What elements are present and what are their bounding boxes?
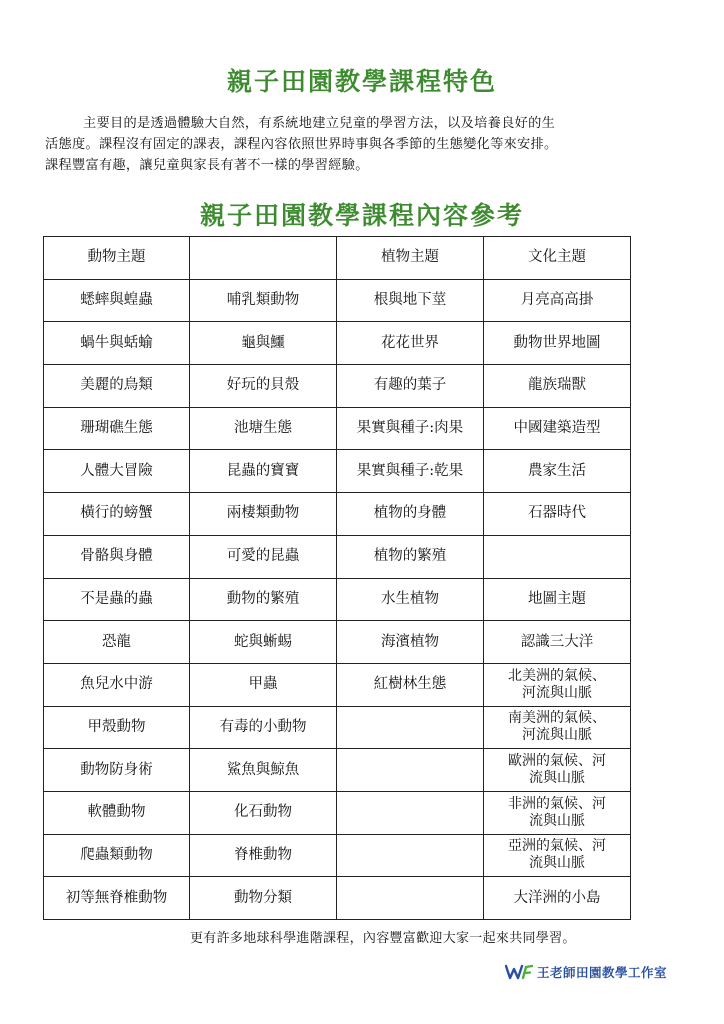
table-row bbox=[44, 834, 631, 877]
table-cell-plant bbox=[337, 834, 484, 877]
table-cell-animal-2: 脊椎動物 bbox=[190, 834, 337, 877]
table-cell-animal-2: 動物分類 bbox=[190, 877, 337, 920]
table-cell-plant: 紅樹林生態 bbox=[337, 663, 484, 706]
table-cell-animal-2: 池塘生態 bbox=[190, 407, 337, 450]
table-cell-animal: 動物防身術 bbox=[44, 749, 190, 792]
header-cell-animal: 動物主題 bbox=[44, 237, 190, 280]
footer-note: 更有許多地球科學進階課程，內容豐富歡迎大家一起來共同學習。 bbox=[190, 931, 576, 946]
table-row bbox=[44, 877, 631, 920]
table-cell-animal: 人體大冒險 bbox=[44, 450, 190, 493]
table-row bbox=[44, 578, 631, 621]
table-cell-animal: 蟋蟀與蝗蟲 bbox=[44, 279, 190, 322]
table-row bbox=[44, 663, 631, 706]
header-cell-plant: 植物主題 bbox=[337, 237, 484, 280]
table-cell-animal-2: 動物的繁殖 bbox=[190, 578, 337, 621]
header-cell-blank bbox=[190, 237, 337, 280]
intro-paragraph bbox=[45, 113, 685, 176]
table-cell-animal: 橫行的螃蟹 bbox=[44, 493, 190, 536]
table-cell-culture: 亞洲的氣候、河 流與山脈 bbox=[484, 834, 631, 877]
table-cell-animal-2: 龜與鱷 bbox=[190, 322, 337, 365]
table-row bbox=[44, 791, 631, 834]
table-cell-animal: 不是蟲的蟲 bbox=[44, 578, 190, 621]
table-cell-animal-2: 兩棲類動物 bbox=[190, 493, 337, 536]
table-cell-animal-2: 鯊魚與鯨魚 bbox=[190, 749, 337, 792]
table-cell-plant bbox=[337, 791, 484, 834]
table-cell-animal: 恐龍 bbox=[44, 621, 190, 664]
table-cell-plant: 水生植物 bbox=[337, 578, 484, 621]
table-cell-plant: 海濱植物 bbox=[337, 621, 484, 664]
table-cell-animal-2: 好玩的貝殼 bbox=[190, 365, 337, 408]
table-row bbox=[44, 450, 631, 493]
table-cell-plant: 果實與種子:乾果 bbox=[337, 450, 484, 493]
table-cell-culture: 非洲的氣候、河 流與山脈 bbox=[484, 791, 631, 834]
table-cell-culture: 歐洲的氣候、河 流與山脈 bbox=[484, 749, 631, 792]
intro-line: 主要目的是透過體驗大自然，有系統地建立兒童的學習方法，以及培養良好的生 bbox=[83, 116, 556, 131]
studio-name: 王老師田園教學工作室 bbox=[537, 965, 668, 980]
table-row bbox=[44, 279, 631, 322]
table-cell-plant: 植物的繁殖 bbox=[337, 535, 484, 578]
table-cell-plant: 有趣的葉子 bbox=[337, 365, 484, 408]
intro-line: 活態度。課程沒有固定的課表，課程內容依照世界時事與各季節的生態變化等來安排。 bbox=[45, 137, 558, 152]
wf-logo-icon bbox=[505, 963, 533, 981]
table-cell-animal: 珊瑚礁生態 bbox=[44, 407, 190, 450]
table-cell-animal: 軟體動物 bbox=[44, 791, 190, 834]
table-cell-plant: 根與地下莖 bbox=[337, 279, 484, 322]
studio-logo bbox=[505, 963, 667, 981]
table-cell-animal-2: 蛇與蜥蜴 bbox=[190, 621, 337, 664]
curriculum-title: 親子田園教學課程內容參考 bbox=[199, 201, 524, 230]
table-row bbox=[44, 407, 631, 450]
table-row bbox=[44, 749, 631, 792]
table-cell-animal-2: 甲蟲 bbox=[190, 663, 337, 706]
table-row bbox=[44, 621, 631, 664]
table-row bbox=[44, 365, 631, 408]
table-cell-animal: 爬蟲類動物 bbox=[44, 834, 190, 877]
table-cell-culture: 石器時代 bbox=[484, 493, 631, 536]
table-cell-plant: 植物的身體 bbox=[337, 493, 484, 536]
table-cell-animal-2: 有毒的小動物 bbox=[190, 706, 337, 749]
table-row bbox=[44, 535, 631, 578]
table-cell-plant: 果實與種子:肉果 bbox=[337, 407, 484, 450]
header-cell-culture: 文化主題 bbox=[484, 237, 631, 280]
table-header-row bbox=[44, 237, 631, 280]
table-cell-animal-2: 昆蟲的寶寶 bbox=[190, 450, 337, 493]
table-cell-plant: 花花世界 bbox=[337, 322, 484, 365]
table-cell-culture: 農家生活 bbox=[484, 450, 631, 493]
table-cell-plant bbox=[337, 706, 484, 749]
table-cell-animal: 魚兒水中游 bbox=[44, 663, 190, 706]
table-cell-animal: 甲殼動物 bbox=[44, 706, 190, 749]
table-cell-culture: 中國建築造型 bbox=[484, 407, 631, 450]
table-cell-culture: 南美洲的氣候、 河流與山脈 bbox=[484, 706, 631, 749]
curriculum-table bbox=[43, 236, 631, 920]
intro-line: 課程豐富有趣，讓兒童與家長有著不一樣的學習經驗。 bbox=[45, 158, 369, 173]
table-row bbox=[44, 706, 631, 749]
table-cell-plant bbox=[337, 749, 484, 792]
table-cell-culture: 動物世界地圖 bbox=[484, 322, 631, 365]
table-cell-culture: 地圖主題 bbox=[484, 578, 631, 621]
table-cell-culture: 認識三大洋 bbox=[484, 621, 631, 664]
table-cell-culture bbox=[484, 535, 631, 578]
main-title: 親子田園教學課程特色 bbox=[226, 67, 497, 96]
table-cell-culture: 北美洲的氣候、 河流與山脈 bbox=[484, 663, 631, 706]
table-cell-animal: 骨骼與身體 bbox=[44, 535, 190, 578]
table-cell-culture: 大洋洲的小島 bbox=[484, 877, 631, 920]
table-cell-culture: 龍族瑞獸 bbox=[484, 365, 631, 408]
table-row bbox=[44, 322, 631, 365]
table-cell-plant bbox=[337, 877, 484, 920]
table-cell-animal: 美麗的鳥類 bbox=[44, 365, 190, 408]
table-cell-animal: 蝸牛與蛞蝓 bbox=[44, 322, 190, 365]
table-cell-animal-2: 哺乳類動物 bbox=[190, 279, 337, 322]
curriculum-table-body bbox=[44, 237, 631, 920]
table-cell-culture: 月亮高高掛 bbox=[484, 279, 631, 322]
table-row bbox=[44, 493, 631, 536]
table-cell-animal: 初等無脊椎動物 bbox=[44, 877, 190, 920]
table-cell-animal-2: 化石動物 bbox=[190, 791, 337, 834]
table-cell-animal-2: 可愛的昆蟲 bbox=[190, 535, 337, 578]
